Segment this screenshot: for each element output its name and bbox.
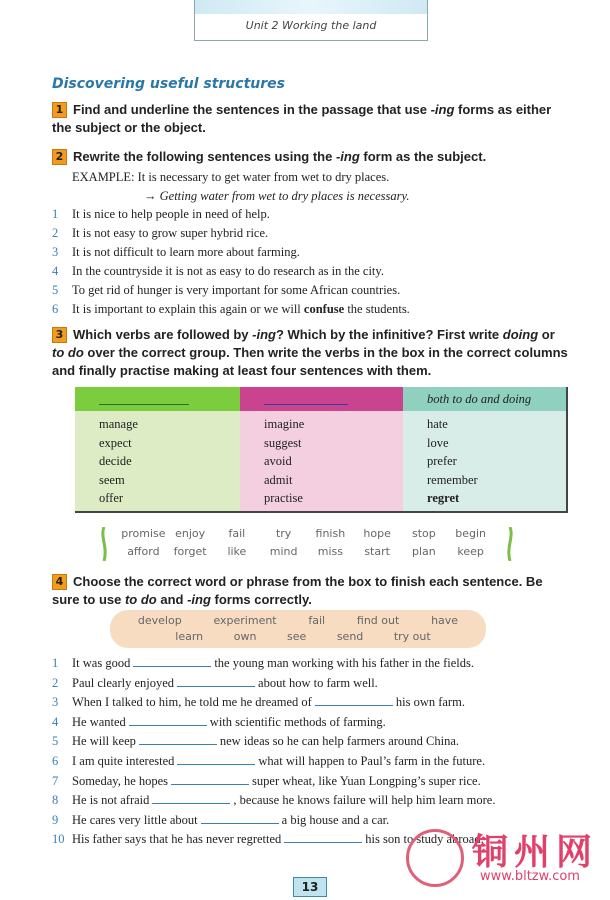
word-chip: have xyxy=(431,614,459,627)
exercise-1 xyxy=(52,101,570,137)
word-chip: plan xyxy=(411,545,436,558)
item-text: He cares very little about xyxy=(72,812,198,827)
word-chip: try xyxy=(275,527,292,540)
watermark-url: www.bltzw.com xyxy=(480,869,580,884)
list-item: practise xyxy=(264,491,303,505)
item-text: He will keep xyxy=(72,734,136,749)
exercise-1-instruction: 1 Find and underline the sentences in the passage that use -ing forms as either the subject or the object. xyxy=(52,102,552,135)
answer-blank[interactable] xyxy=(152,802,230,804)
list-item: seem xyxy=(99,472,125,487)
word-chip: experiment xyxy=(213,614,277,627)
column-3-list xyxy=(403,411,566,511)
example-answer: → Getting water from wet to dry places is necessary. xyxy=(144,188,410,203)
item-text: Paul clearly enjoyed xyxy=(72,675,175,690)
list-item xyxy=(52,752,570,772)
word-chip: fail xyxy=(228,527,246,540)
list-item xyxy=(52,205,570,224)
exercise-4-instruction: 4 Choose the correct word or phrase from the box to finish each sentence. Be sure to use to do and -ing forms correctly. xyxy=(52,574,543,607)
list-item: admit xyxy=(264,472,293,487)
word-chip: finish xyxy=(315,527,346,540)
item-text: new ideas so he can help farmers around China. xyxy=(219,734,460,749)
item-text: He is not afraid xyxy=(72,793,150,808)
item-text: the students. xyxy=(344,302,410,316)
item-number: 5 xyxy=(52,283,59,297)
item-number: 6 xyxy=(52,753,59,768)
example-line xyxy=(52,168,570,187)
list-item xyxy=(52,654,570,674)
word-chip: start xyxy=(364,545,390,558)
list-item: remember xyxy=(427,472,478,487)
exercise-2-items xyxy=(52,205,570,319)
item-text: his son to study abroad. xyxy=(365,832,484,847)
item-text: To get rid of hunger is very important for some African countries. xyxy=(72,283,401,297)
word-chip: learn xyxy=(175,630,204,643)
item-text: His father says that he has never regretted xyxy=(72,832,282,847)
unit-title: Unit 2 Working the land xyxy=(245,19,377,32)
answer-blank[interactable] xyxy=(284,841,362,843)
list-item xyxy=(52,791,570,811)
list-item: offer xyxy=(99,491,124,505)
answer-blank[interactable] xyxy=(133,665,211,667)
exercise-3 xyxy=(52,326,570,380)
list-item: love xyxy=(427,435,449,450)
verb-columns-table xyxy=(75,387,568,513)
item-text: I am quite interested xyxy=(72,753,175,768)
column-3 xyxy=(403,387,566,511)
list-item xyxy=(52,693,570,713)
item-bold-word: confuse xyxy=(303,302,345,316)
item-text: When I talked to him, he told me he dreamed of xyxy=(72,695,312,710)
list-item xyxy=(52,713,570,733)
item-text: It is not easy to grow super hybrid rice. xyxy=(72,226,269,240)
column-2-header xyxy=(240,387,403,411)
item-text: He wanted xyxy=(72,714,126,729)
item-text: It is nice to help people in need of help. xyxy=(72,207,270,221)
item-number: 6 xyxy=(52,302,59,316)
word-box-row-2 xyxy=(160,629,446,645)
list-item xyxy=(52,224,570,243)
item-number: 9 xyxy=(52,812,59,827)
unit-banner xyxy=(194,0,428,41)
word-chip: send xyxy=(336,630,364,643)
word-chip: own xyxy=(233,630,257,643)
item-text: the young man working with his father in the fields. xyxy=(214,656,475,670)
item-number: 2 xyxy=(52,226,59,240)
column-2-blank[interactable] xyxy=(264,404,348,405)
exercise-3-instruction: 3 Which verbs are followed by -ing? Which by the infinitive? First write doing or to do over the correct group. Then write the verbs in the box in the correct columns and finally practise making at least four sentences with them. xyxy=(52,327,568,378)
column-1-list xyxy=(75,411,240,511)
item-number: 1 xyxy=(52,207,59,221)
item-text: It was good xyxy=(72,656,131,670)
item-text: his own farm. xyxy=(395,695,465,710)
list-item: manage xyxy=(99,417,138,431)
column-1-header xyxy=(75,387,240,411)
verb-word-box xyxy=(100,523,514,565)
item-text: super wheat, like Yuan Longping’s super rice. xyxy=(252,773,481,788)
column-3-heading: both to do and doing xyxy=(427,392,532,406)
word-chip: forget xyxy=(173,545,207,558)
list-item xyxy=(52,262,570,281)
exercise-4-items xyxy=(52,654,570,850)
item-text: It is not difficult to learn more about farming. xyxy=(72,245,300,259)
exercise-4 xyxy=(52,573,570,609)
answer-blank[interactable] xyxy=(177,685,255,687)
watermark-text: 铜州网 xyxy=(472,832,599,873)
item-number: 3 xyxy=(52,695,59,710)
list-item xyxy=(52,281,570,300)
word-chip: see xyxy=(286,630,307,643)
word-chip: miss xyxy=(317,545,343,558)
word-chip: hope xyxy=(363,527,391,540)
item-text: about how to farm well. xyxy=(258,675,378,690)
item-number: 10 xyxy=(52,832,65,847)
item-number: 4 xyxy=(52,714,59,729)
item-number: 2 xyxy=(52,675,59,690)
item-text: In the countryside it is not as easy to do research as in the city. xyxy=(72,264,384,278)
item-number: 1 xyxy=(52,656,59,670)
item-number: 3 xyxy=(52,245,59,259)
list-item: hate xyxy=(427,417,448,431)
answer-blank[interactable] xyxy=(129,724,207,726)
exercise-number-badge: 4 xyxy=(52,574,67,590)
list-item: decide xyxy=(99,454,132,468)
item-number: 4 xyxy=(52,264,59,278)
exercise-number-badge: 3 xyxy=(52,327,67,343)
answer-blank[interactable] xyxy=(177,763,255,765)
leaf-decoration-left xyxy=(100,527,108,561)
answer-blank[interactable] xyxy=(201,822,279,824)
word-chip: fail xyxy=(308,614,326,627)
exercise-number-badge: 2 xyxy=(52,149,67,165)
answer-blank[interactable] xyxy=(171,783,249,785)
list-item: avoid xyxy=(264,454,292,468)
list-item: prefer xyxy=(427,454,457,468)
word-chip: begin xyxy=(455,527,486,540)
item-number: 8 xyxy=(52,793,59,808)
word-chip: develop xyxy=(137,614,182,627)
section-title: Discovering useful structures xyxy=(52,76,285,92)
list-item xyxy=(52,674,570,694)
list-item: imagine xyxy=(264,417,305,431)
column-2 xyxy=(240,387,403,511)
banner-image-strip xyxy=(195,0,427,14)
column-2-list xyxy=(240,411,403,511)
word-chip: promise xyxy=(121,527,166,540)
list-item: regret xyxy=(427,491,460,505)
answer-blank[interactable] xyxy=(315,704,393,706)
word-chip: enjoy xyxy=(175,527,206,540)
list-item xyxy=(52,772,570,792)
list-item xyxy=(52,243,570,262)
word-chip: find out xyxy=(356,614,400,627)
item-text: what will happen to Paul’s farm in the future. xyxy=(258,753,486,768)
leaf-decoration-right xyxy=(506,527,514,561)
word-box-row-1 xyxy=(110,613,486,629)
word-grid xyxy=(120,526,494,560)
item-text: , because he knows failure will help him learn more. xyxy=(233,793,496,808)
item-text: a big house and a car. xyxy=(281,812,390,827)
watermark-logo-icon xyxy=(406,829,464,887)
word-chip: keep xyxy=(457,545,484,558)
word-chip: afford xyxy=(127,545,160,558)
list-item: suggest xyxy=(264,435,302,450)
list-item xyxy=(52,300,570,319)
item-number: 7 xyxy=(52,773,59,788)
word-chip: mind xyxy=(269,545,298,558)
column-3-header xyxy=(403,387,566,411)
exercise-2-instruction: 2 Rewrite the following sentences using the -ing form as the subject. xyxy=(52,148,570,166)
word-chip: stop xyxy=(411,527,436,540)
item-text: Someday, he hopes xyxy=(72,773,169,788)
list-item xyxy=(52,732,570,752)
word-chip: like xyxy=(227,545,247,558)
exercise-number-badge: 1 xyxy=(52,102,67,118)
item-text: with scientific methods of farming. xyxy=(209,714,386,729)
item-text: It is important to explain this again or we will xyxy=(72,302,304,316)
example-label: EXAMPLE: xyxy=(72,170,135,184)
phrase-word-box xyxy=(110,610,486,648)
column-1 xyxy=(75,387,240,511)
answer-blank[interactable] xyxy=(139,743,217,745)
word-chip: try out xyxy=(393,630,431,643)
column-1-blank[interactable] xyxy=(99,404,189,405)
item-number: 5 xyxy=(52,734,59,749)
example-text: It is necessary to get water from wet to dry places. xyxy=(137,170,390,184)
list-item: expect xyxy=(99,435,132,450)
exercise-2 xyxy=(52,148,570,319)
page-number: 13 xyxy=(293,877,327,897)
